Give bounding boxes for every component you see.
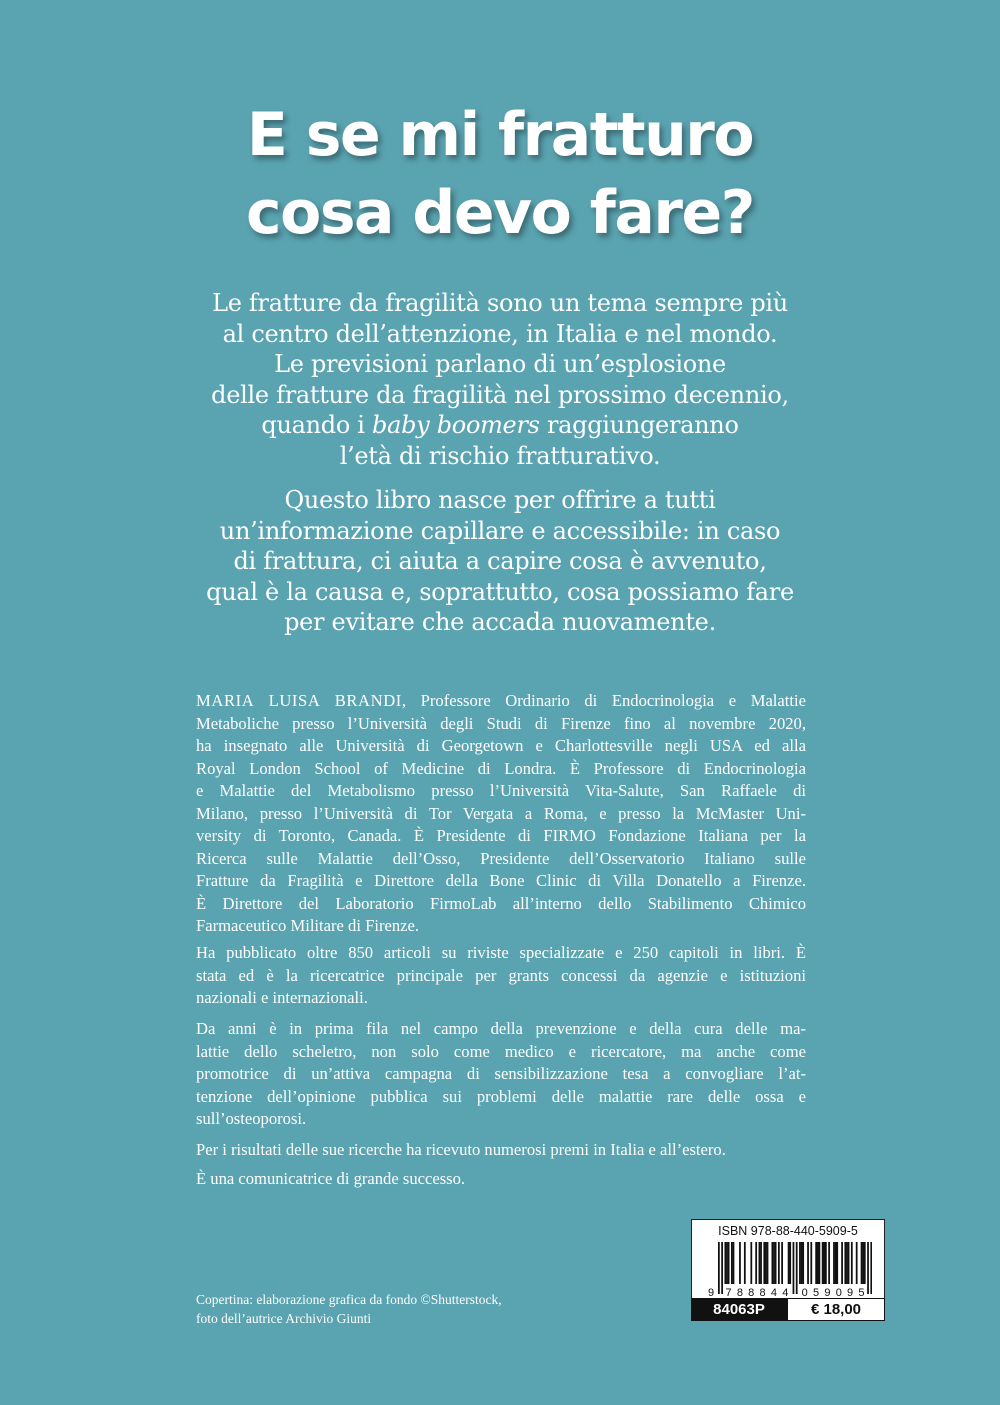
author-bio-paragraph-1 [196, 690, 806, 938]
bio-line: Royal London School of Medicine di Londra. È Professore di Endocrinologia [196, 758, 806, 778]
blurb-line: di frattura, ci aiuta a capire cosa è avvenuto, [233, 547, 767, 575]
barcode-bar [862, 1242, 864, 1284]
blurb-line: Le fratture da fragilità sono un tema sempre più [212, 289, 788, 317]
barcode-digit: 8 [759, 1287, 766, 1298]
barcode-digit: 9 [707, 1287, 715, 1298]
blurb-text: quando i [261, 411, 373, 439]
barcode-box [691, 1219, 885, 1320]
bio-line: Per i risultati delle sue ricerche ha ricevuto numerosi premi in Italia e all’estero. [196, 1140, 726, 1159]
author-bio-paragraph-5 [196, 1168, 806, 1191]
barcode-bar [801, 1242, 803, 1284]
barcode-bar [799, 1242, 801, 1284]
barcode-digit: 5 [813, 1287, 820, 1298]
barcode-bar [789, 1242, 791, 1284]
author-name: MARIA LUISA BRANDI [196, 691, 402, 710]
credits-line: Copertina: elaborazione grafica da fondo ©Shutterstock, [196, 1292, 502, 1307]
barcode-digit: 7 [725, 1287, 732, 1298]
barcode-bar [861, 1242, 863, 1284]
barcode-bar [739, 1242, 741, 1284]
price-row [691, 1298, 885, 1321]
barcode-bar [819, 1242, 821, 1284]
barcode-bar [870, 1242, 872, 1294]
barcode-bar [763, 1242, 765, 1284]
barcode-bar [724, 1242, 726, 1284]
blurb-paragraph-1 [150, 288, 850, 471]
book-title [0, 96, 1000, 252]
barcode-bar [775, 1242, 777, 1284]
bio-line [196, 690, 806, 713]
barcode-bar [755, 1242, 757, 1284]
barcode-bar [759, 1242, 761, 1284]
barcode-bar [823, 1242, 825, 1284]
barcode-bar [856, 1242, 858, 1284]
blurb-line: l’età di rischio fratturativo. [339, 441, 661, 470]
barcode-bar [810, 1242, 812, 1284]
barcode-bar [750, 1242, 752, 1284]
bio-line: È Direttore del Laboratorio FirmoLab all’interno dello Stabilimento Chimico [196, 893, 806, 913]
barcode-bar [802, 1242, 804, 1284]
blurb-emphasis: baby boomers [372, 411, 540, 439]
barcode-bar [781, 1242, 783, 1284]
blurb-line [150, 410, 850, 441]
bio-line: Ha pubblicato oltre 850 articoli su riviste specializzate e 250 capitoli in libri. È [196, 943, 806, 962]
barcode-bar [848, 1242, 850, 1284]
barcode-bar [726, 1242, 728, 1284]
barcode-bar [807, 1242, 809, 1284]
bio-line: Metaboliche presso l’Università degli Studi di Firenze fino al novembre 2020, [196, 713, 806, 733]
bio-line: Ricerca sulle Malattie dell’Osso, Presidente dell’Osservatorio Italiano sulle [196, 848, 806, 868]
barcode-bar [844, 1242, 846, 1284]
barcode-bar [841, 1242, 843, 1284]
bio-line: e Malattie del Metabolismo presso l’Università Vita-Salute, San Raffaele di [196, 781, 806, 800]
bio-line: tenzione dell’opinione pubblica sui problemi delle malattie rare delle ossa e [196, 1086, 806, 1106]
barcode-bar [773, 1242, 775, 1284]
bio-line: ha insegnato alle Università di Georgetown e Charlottesville negli USA ed alla [196, 736, 806, 755]
title-line-2: cosa devo fare? [246, 178, 754, 248]
cover-credits [196, 1290, 656, 1328]
barcode-bar [796, 1242, 798, 1294]
bio-text: , Professore Ordinario di Endocrinologia e Malattie [401, 691, 806, 710]
barcode-bar [833, 1242, 835, 1284]
barcode-bar [731, 1242, 733, 1284]
bio-line: promotrice di un’attiva campagna di sensibilizzazione tesa a convogliare l’at- [196, 1064, 806, 1083]
price-label: € 18,00 [787, 1298, 885, 1321]
barcode-digit: 8 [748, 1287, 755, 1298]
barcode-bar [835, 1242, 837, 1284]
blurb-paragraph-2 [150, 485, 850, 638]
bio-line: Farmaceutico Militare di Firenze. [196, 916, 420, 935]
barcode-bar [793, 1242, 795, 1294]
barcode-digit: 4 [782, 1287, 789, 1298]
blurb-line: Le previsioni parlano di un’esplosione [274, 350, 726, 378]
blurb-line: delle fratture da fragilità nel prossimo decennio, [211, 380, 789, 409]
blurb-line: al centro dell’attenzione, in Italia e nel mondo. [222, 319, 778, 348]
barcode-bar [765, 1242, 767, 1284]
bio-line: nazionali e internazionali. [196, 988, 368, 1007]
bio-line: È una comunicatrice di grande successo. [196, 1169, 466, 1188]
blurb-line: Questo libro nasce per offrire a tutti [284, 486, 716, 514]
barcode-digit: 8 [736, 1287, 743, 1298]
author-bio-paragraph-4 [196, 1139, 806, 1162]
barcode-bar [867, 1242, 869, 1294]
blurb-line: qual è la causa e, soprattutto, cosa possiamo fare [206, 577, 794, 606]
barcode-bar [760, 1242, 762, 1284]
barcode-graphic [706, 1242, 872, 1298]
barcode-bar [744, 1242, 746, 1284]
barcode-digit: 9 [847, 1287, 854, 1298]
barcode-bar [733, 1242, 735, 1284]
barcode-bar [767, 1242, 769, 1284]
barcode-bar [771, 1242, 773, 1284]
barcode-bars [706, 1242, 872, 1298]
bio-line: Da anni è in prima fila nel campo della prevenzione e della cura delle ma- [196, 1019, 806, 1038]
barcode-bar [817, 1242, 819, 1284]
credits-line: foto dell’autrice Archivio Giunti [196, 1311, 372, 1326]
barcode-bar [822, 1242, 824, 1284]
barcode-bar [788, 1242, 790, 1284]
bio-line: sull’osteoporosi. [196, 1109, 307, 1128]
barcode-bar [718, 1242, 720, 1294]
barcode-bar [851, 1242, 853, 1284]
barcode-bar [721, 1242, 723, 1294]
barcode-digit: 5 [858, 1287, 865, 1298]
author-bio-paragraph-2 [196, 942, 806, 1010]
barcode-bar [728, 1242, 730, 1284]
title-line-1: E se mi fratturo [246, 100, 754, 170]
barcode-digit: 0 [835, 1287, 842, 1298]
product-code: 84063P [691, 1298, 787, 1321]
barcode-bar [864, 1242, 866, 1284]
bio-line: stata ed è la ricercatrice principale per grants concessi da agenzie e istituzioni [196, 965, 806, 985]
barcode-bar [828, 1242, 830, 1284]
barcode-bar [836, 1242, 838, 1284]
barcode-bar [846, 1242, 848, 1284]
barcode-digit: 4 [770, 1287, 777, 1298]
blurb-text: raggiungeranno [539, 411, 739, 439]
barcode-bar [825, 1242, 827, 1284]
bio-line: versity di Toronto, Canada. È Presidente di FIRMO Fondazione Italiana per la [196, 826, 806, 845]
barcode-bar [815, 1242, 817, 1284]
author-bio-paragraph-3 [196, 1018, 806, 1131]
bio-line: Fratture da Fragilità e Direttore della Bone Clinic di Villa Donatello a Firenze. [196, 871, 806, 890]
bio-line: lattie dello scheletro, non solo come medico e ricercatore, ma anche come [196, 1041, 806, 1061]
blurb-line: per evitare che accada nuovamente. [284, 608, 716, 636]
barcode-digit: 9 [824, 1287, 831, 1298]
blurb-line: un’informazione capillare e accessibile: in caso [219, 516, 781, 545]
bio-line: Milano, presso l’Università di Tor Vergata a Roma, e presso la McMaster Uni- [196, 803, 806, 823]
isbn-label: ISBN 978-88-440-5909-5 [718, 1224, 858, 1238]
barcode-bar [778, 1242, 780, 1284]
barcode-digit: 0 [801, 1287, 808, 1298]
